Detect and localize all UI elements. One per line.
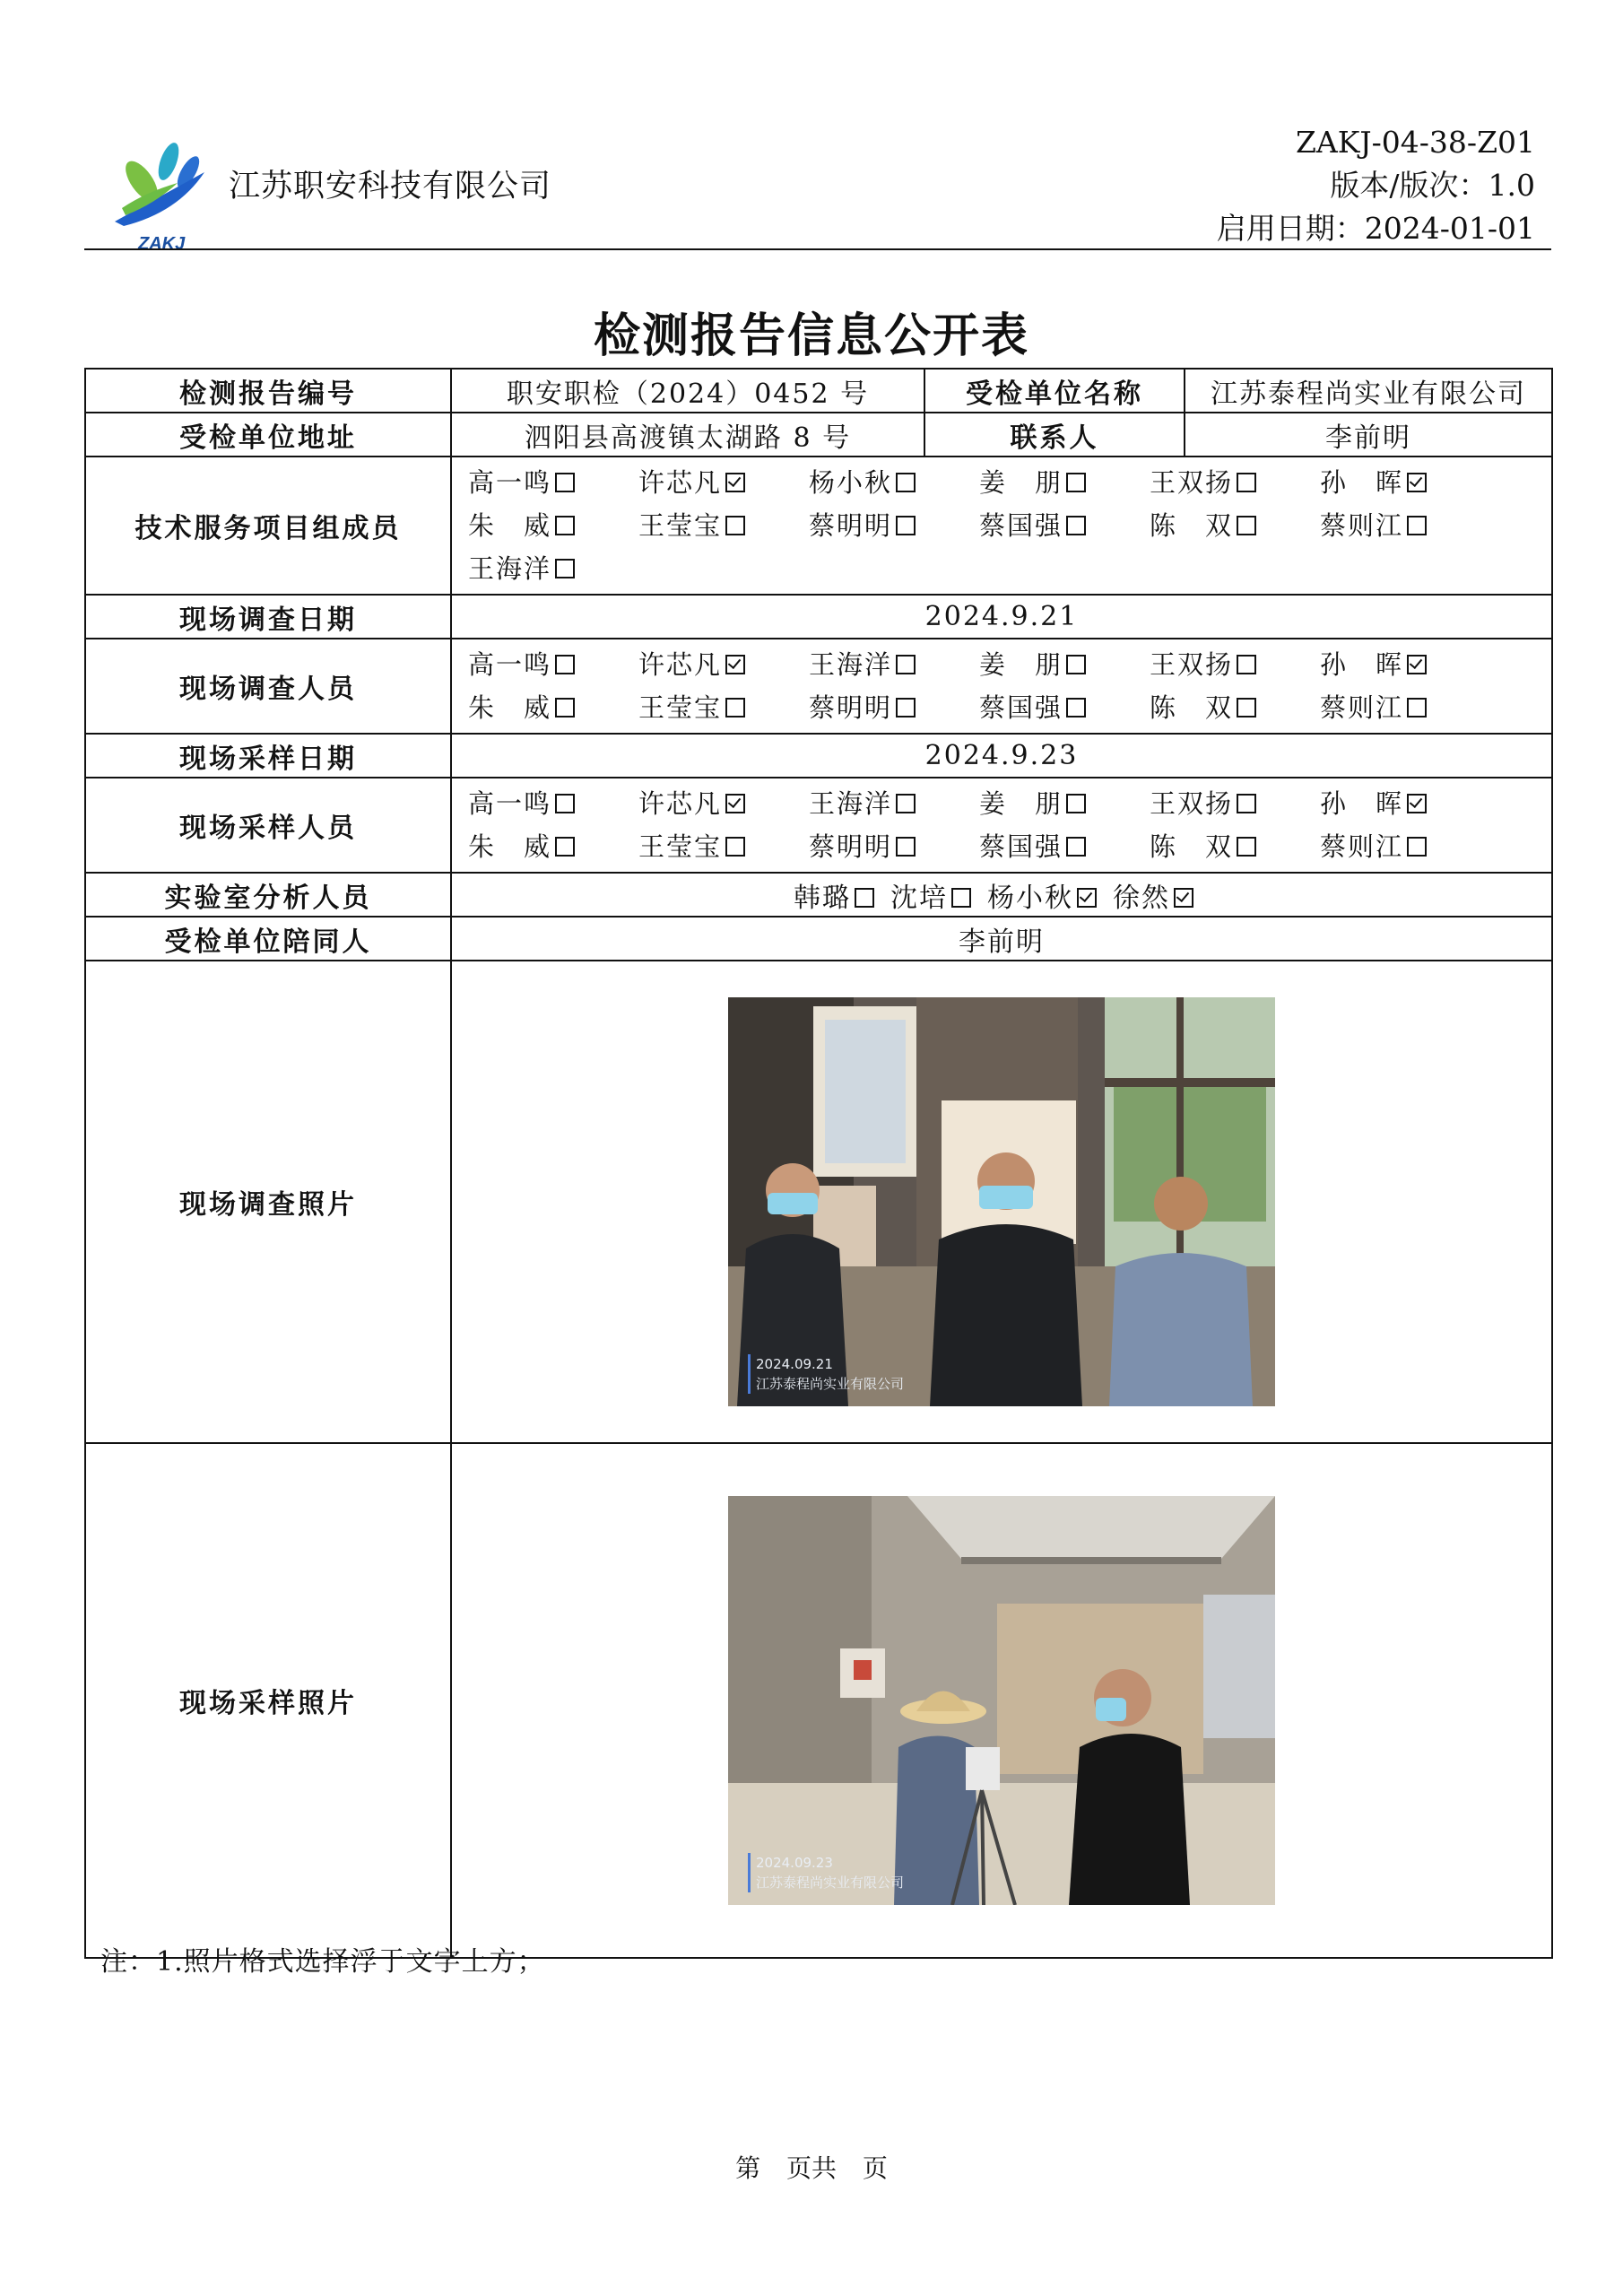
staff-entry [638, 782, 809, 825]
staff-entry [809, 782, 979, 825]
checked-checkbox[interactable] [725, 655, 745, 674]
unchecked-checkbox[interactable] [1066, 655, 1086, 674]
doc-code: ZAKJ-04-38-Z01 [1296, 125, 1535, 160]
doc-effective-date: 启用日期：2024-01-01 [1216, 211, 1535, 246]
sampling-date-label: 现场采样日期 [85, 734, 451, 778]
staff-name: 孙 晖 [1320, 467, 1404, 498]
team-members [451, 457, 1552, 595]
company-logo [106, 136, 222, 253]
unchecked-checkbox[interactable] [555, 559, 575, 578]
sampling-photo-watermark-date: 2024.09.23 [756, 1855, 833, 1871]
page-footer [0, 2149, 1623, 2185]
staff-entry [979, 643, 1150, 686]
staff-name: 蔡则江 [1320, 692, 1404, 723]
sampling-photo [728, 1496, 1275, 1905]
staff-name: 许芯凡 [638, 467, 723, 498]
staff-name: 陈 双 [1150, 692, 1234, 723]
unchecked-checkbox[interactable] [896, 794, 916, 813]
lab-staff-entry [794, 883, 874, 914]
unchecked-checkbox[interactable] [555, 473, 575, 492]
staff-name: 高一鸣 [468, 467, 552, 498]
staff-name: 姜 朋 [979, 649, 1063, 680]
unchecked-checkbox[interactable] [1407, 837, 1427, 857]
checked-checkbox[interactable] [1174, 888, 1193, 908]
lab-staff-label: 实验室分析人员 [85, 873, 451, 917]
staff-name: 王双扬 [1150, 788, 1234, 819]
team-list [452, 457, 1551, 594]
address-value: 泗阳县高渡镇太湖路 8 号 [451, 413, 924, 457]
checked-checkbox[interactable] [725, 794, 745, 813]
staff-name: 王莹宝 [638, 510, 723, 541]
sampling-photo-watermark-company: 江苏泰程尚实业有限公司 [756, 1874, 905, 1891]
unchecked-checkbox[interactable] [555, 516, 575, 535]
staff-entry [979, 461, 1150, 504]
header-divider [84, 248, 1551, 250]
staff-entry [468, 461, 638, 504]
footer-page: 第 [735, 2153, 761, 2183]
staff-name: 王海洋 [468, 553, 552, 584]
staff-name: 姜 朋 [979, 788, 1063, 819]
staff-name: 王莹宝 [638, 831, 723, 862]
lab-staff-entry [1113, 883, 1193, 914]
staff-entry [638, 643, 809, 686]
staff-name: 蔡国强 [979, 692, 1063, 723]
staff-entry [468, 825, 638, 868]
staff-name: 蔡则江 [1320, 831, 1404, 862]
staff-entry [979, 825, 1150, 868]
unchecked-checkbox[interactable] [725, 698, 745, 718]
checked-checkbox[interactable] [1407, 794, 1427, 813]
staff-entry [979, 782, 1150, 825]
sampling-staff-label: 现场采样人员 [85, 778, 451, 873]
staff-name: 陈 双 [1150, 831, 1234, 862]
staff-entry [1320, 825, 1490, 868]
info-table [84, 368, 1553, 1959]
unchecked-checkbox[interactable] [1066, 837, 1086, 857]
staff-name: 杨小秋 [987, 882, 1073, 914]
lab-staff-entry [987, 883, 1097, 914]
unchecked-checkbox[interactable] [855, 888, 874, 908]
staff-name: 许芯凡 [638, 649, 723, 680]
staff-entry [468, 686, 638, 729]
unchecked-checkbox[interactable] [1237, 473, 1256, 492]
footnote: 注：1.照片格式选择浮于文字上方； [100, 1946, 545, 1978]
sampling-staff-list [452, 778, 1551, 872]
unchecked-checkbox[interactable] [896, 837, 916, 857]
staff-entry [809, 643, 979, 686]
staff-name: 王海洋 [809, 649, 893, 680]
unchecked-checkbox[interactable] [896, 698, 916, 718]
staff-entry [1150, 461, 1320, 504]
staff-name: 王双扬 [1150, 467, 1234, 498]
staff-entry [1320, 686, 1490, 729]
staff-entry [979, 504, 1150, 547]
staff-entry [1320, 643, 1490, 686]
survey-photo-label: 现场调查照片 [85, 961, 451, 1443]
checked-checkbox[interactable] [1077, 888, 1097, 908]
unit-name-value: 江苏泰程尚实业有限公司 [1185, 369, 1552, 413]
survey-photo-image [728, 997, 1275, 1406]
sampling-photo-image [728, 1496, 1275, 1905]
report-no-value: 职安职检（2024）0452 号 [451, 369, 924, 413]
unchecked-checkbox[interactable] [1066, 516, 1086, 535]
staff-entry [1320, 782, 1490, 825]
unchecked-checkbox[interactable] [555, 698, 575, 718]
unchecked-checkbox[interactable] [1237, 794, 1256, 813]
unchecked-checkbox[interactable] [725, 837, 745, 857]
unchecked-checkbox[interactable] [1237, 655, 1256, 674]
staff-entry [1320, 504, 1490, 547]
lab-staff-entry [890, 883, 971, 914]
survey-date-value: 2024.9.21 [451, 595, 1552, 639]
unchecked-checkbox[interactable] [1237, 516, 1256, 535]
staff-entry [638, 825, 809, 868]
sampling-photo-cell [451, 1443, 1552, 1958]
address-label: 受检单位地址 [85, 413, 451, 457]
staff-name: 蔡国强 [979, 510, 1063, 541]
escort-label: 受检单位陪同人 [85, 917, 451, 961]
staff-name: 蔡国强 [979, 831, 1063, 862]
staff-entry [1150, 686, 1320, 729]
staff-entry [1320, 461, 1490, 504]
staff-entry [1150, 825, 1320, 868]
contact-value: 李前明 [1185, 413, 1552, 457]
unchecked-checkbox[interactable] [1066, 473, 1086, 492]
staff-entry [468, 643, 638, 686]
doc-version: 版本/版次：1.0 [1330, 168, 1535, 203]
staff-entry [809, 686, 979, 729]
survey-photo-watermark-date: 2024.09.21 [756, 1356, 833, 1372]
unchecked-checkbox[interactable] [1237, 837, 1256, 857]
staff-name: 王莹宝 [638, 692, 723, 723]
survey-staff-label: 现场调查人员 [85, 639, 451, 734]
staff-entry [809, 461, 979, 504]
staff-entry [809, 504, 979, 547]
contact-label: 联系人 [924, 413, 1185, 457]
staff-name: 朱 威 [468, 831, 552, 862]
logo-text: ZAKJ [138, 234, 186, 253]
staff-name: 陈 双 [1150, 510, 1234, 541]
document-meta [1217, 121, 1535, 250]
staff-name: 蔡则江 [1320, 510, 1404, 541]
staff-name: 孙 晖 [1320, 788, 1404, 819]
staff-entry [1150, 782, 1320, 825]
staff-name: 王海洋 [809, 788, 893, 819]
survey-photo-watermark-company: 江苏泰程尚实业有限公司 [756, 1376, 905, 1392]
lab-staff-list [794, 883, 1210, 914]
unchecked-checkbox[interactable] [1237, 698, 1256, 718]
survey-photo [728, 997, 1275, 1406]
unchecked-checkbox[interactable] [555, 655, 575, 674]
survey-photo-cell [451, 961, 1552, 1443]
staff-entry [638, 461, 809, 504]
unchecked-checkbox[interactable] [896, 516, 916, 535]
unchecked-checkbox[interactable] [555, 837, 575, 857]
page-title: 检测报告信息公开表 [593, 309, 1029, 363]
staff-entry [1150, 504, 1320, 547]
staff-name: 朱 威 [468, 510, 552, 541]
sampling-photo-label: 现场采样照片 [85, 1443, 451, 1958]
sampling-staff [451, 778, 1552, 873]
company-name: 江苏职安科技有限公司 [229, 169, 552, 204]
staff-name: 姜 朋 [979, 467, 1063, 498]
staff-name: 蔡明明 [809, 510, 893, 541]
checked-checkbox[interactable] [1407, 473, 1427, 492]
staff-entry [809, 825, 979, 868]
staff-entry [468, 782, 638, 825]
unchecked-checkbox[interactable] [1407, 698, 1427, 718]
staff-name: 蔡明明 [809, 692, 893, 723]
staff-entry [468, 504, 638, 547]
footer-page-of: 页共 [785, 2153, 837, 2183]
staff-entry [638, 504, 809, 547]
footer-total: 页 [862, 2153, 888, 2183]
staff-name: 杨小秋 [809, 467, 893, 498]
staff-name: 蔡明明 [809, 831, 893, 862]
staff-name: 许芯凡 [638, 788, 723, 819]
unit-name-label: 受检单位名称 [924, 369, 1185, 413]
staff-name: 朱 威 [468, 692, 552, 723]
lab-staff [451, 873, 1552, 917]
unchecked-checkbox[interactable] [896, 473, 916, 492]
escort-value: 李前明 [451, 917, 1552, 961]
staff-name: 韩璐 [794, 882, 851, 914]
unchecked-checkbox[interactable] [555, 794, 575, 813]
report-no-label: 检测报告编号 [85, 369, 451, 413]
staff-entry [979, 686, 1150, 729]
unchecked-checkbox[interactable] [1066, 698, 1086, 718]
staff-name: 高一鸣 [468, 649, 552, 680]
sampling-date-value: 2024.9.23 [451, 734, 1552, 778]
unchecked-checkbox[interactable] [1066, 794, 1086, 813]
staff-entry [468, 547, 638, 590]
unchecked-checkbox[interactable] [725, 516, 745, 535]
survey-date-label: 现场调查日期 [85, 595, 451, 639]
unchecked-checkbox[interactable] [1407, 516, 1427, 535]
checked-checkbox[interactable] [725, 473, 745, 492]
staff-name: 徐然 [1113, 882, 1170, 914]
staff-name: 沈培 [890, 882, 948, 914]
staff-name: 高一鸣 [468, 788, 552, 819]
unchecked-checkbox[interactable] [951, 888, 971, 908]
staff-name: 孙 晖 [1320, 649, 1404, 680]
staff-name: 王双扬 [1150, 649, 1234, 680]
sampling-photo-watermark [748, 1853, 904, 1892]
staff-entry [1150, 643, 1320, 686]
survey-staff-list [452, 639, 1551, 733]
staff-entry [638, 686, 809, 729]
survey-staff [451, 639, 1552, 734]
checked-checkbox[interactable] [1407, 655, 1427, 674]
team-label: 技术服务项目组成员 [85, 457, 451, 595]
unchecked-checkbox[interactable] [896, 655, 916, 674]
survey-photo-watermark [748, 1354, 904, 1394]
